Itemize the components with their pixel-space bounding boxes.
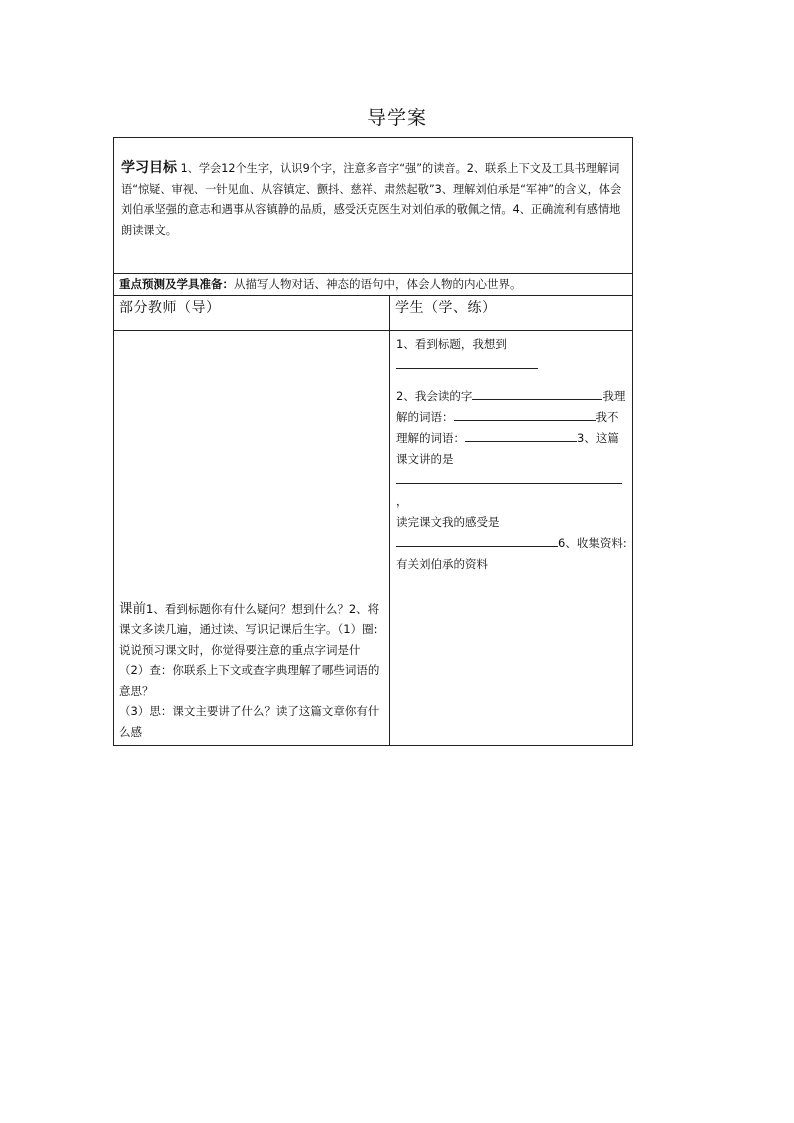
teacher-line-2: （3）思：课文主要讲了什么？读了这篇文章你有什么感: [119, 704, 380, 739]
teacher-lead: 课前: [119, 600, 146, 617]
goals-heading: 学习目标: [121, 160, 177, 176]
student-q6a-label: 6、收集资料:: [558, 536, 627, 550]
teacher-line-1: 1、看到标题你有什么疑问？想到什么？2、将课文多读几遍，通过读、写识记课后生字。（1）圈: 说说预习课文时，你觉得要注意的重点字词是什（2）查：你联系上下文或查字典理解了哪些词语的意思？: [119, 601, 380, 698]
focus-text: 从描写人物对话、神态的语句中，体会人物的内心世界。: [234, 277, 522, 291]
focus-row: [114, 274, 633, 296]
focus-cell: [114, 274, 633, 296]
column-header-row: [114, 296, 633, 331]
student-q2b-label: 我理解的词语：: [396, 389, 626, 424]
answer-blank[interactable]: [472, 386, 602, 400]
answer-blank[interactable]: [454, 407, 596, 421]
student-q1-label: 1、看到标题，我想到: [396, 337, 507, 351]
student-cell: [390, 331, 633, 746]
goals-cell: [114, 138, 633, 274]
student-q6b-label: 有关刘伯承的资料: [396, 557, 488, 571]
student-q6: [396, 554, 627, 575]
answer-blank[interactable]: [396, 470, 622, 484]
worksheet-table: [113, 137, 633, 746]
page-title: 导学案: [366, 107, 427, 129]
teacher-guide-text: [119, 599, 385, 743]
student-q4-answer: [396, 533, 627, 554]
student-q3-answer: [396, 470, 627, 512]
student-q2a-label: 2、我会读的字: [396, 389, 473, 403]
goals-text: 1、学会12个生字，认识9个字，注意多音字“强”的读音。2、联系上下文及工具书理解词语“惊疑、审视、一针见血、从容镇定、颤抖、慈祥、肃然起敬”3、理解刘伯承是“军神”的含义，体会刘伯承坚强的意志和遇事从容镇静的品质，感受沃克医生对刘伯承的敬佩之情。4、正确流利有感情地朗读课文。: [121, 162, 622, 237]
student-q1: [396, 334, 627, 355]
student-q4: [396, 512, 627, 533]
teacher-cell: [114, 331, 390, 746]
answer-blank[interactable]: [396, 533, 558, 547]
focus-heading: 重点预测及学具准备：: [119, 277, 234, 291]
student-q3b-label: ，: [396, 494, 408, 508]
student-q3a-label: 3、这篇课文讲的是: [396, 431, 619, 466]
teacher-column-header: 部分教师（导）: [114, 296, 390, 331]
student-q2: [396, 386, 627, 470]
answer-blank[interactable]: [396, 355, 538, 369]
answer-blank[interactable]: [465, 428, 577, 442]
goals-row: [114, 138, 633, 274]
student-q2c-label: 我不理解的词语：: [396, 410, 619, 445]
student-q4-label: 读完课文我的感受是: [396, 515, 500, 529]
content-row: [114, 331, 633, 746]
student-column-header: 学生（学、练）: [390, 296, 633, 331]
student-q1-answer: [396, 355, 627, 376]
